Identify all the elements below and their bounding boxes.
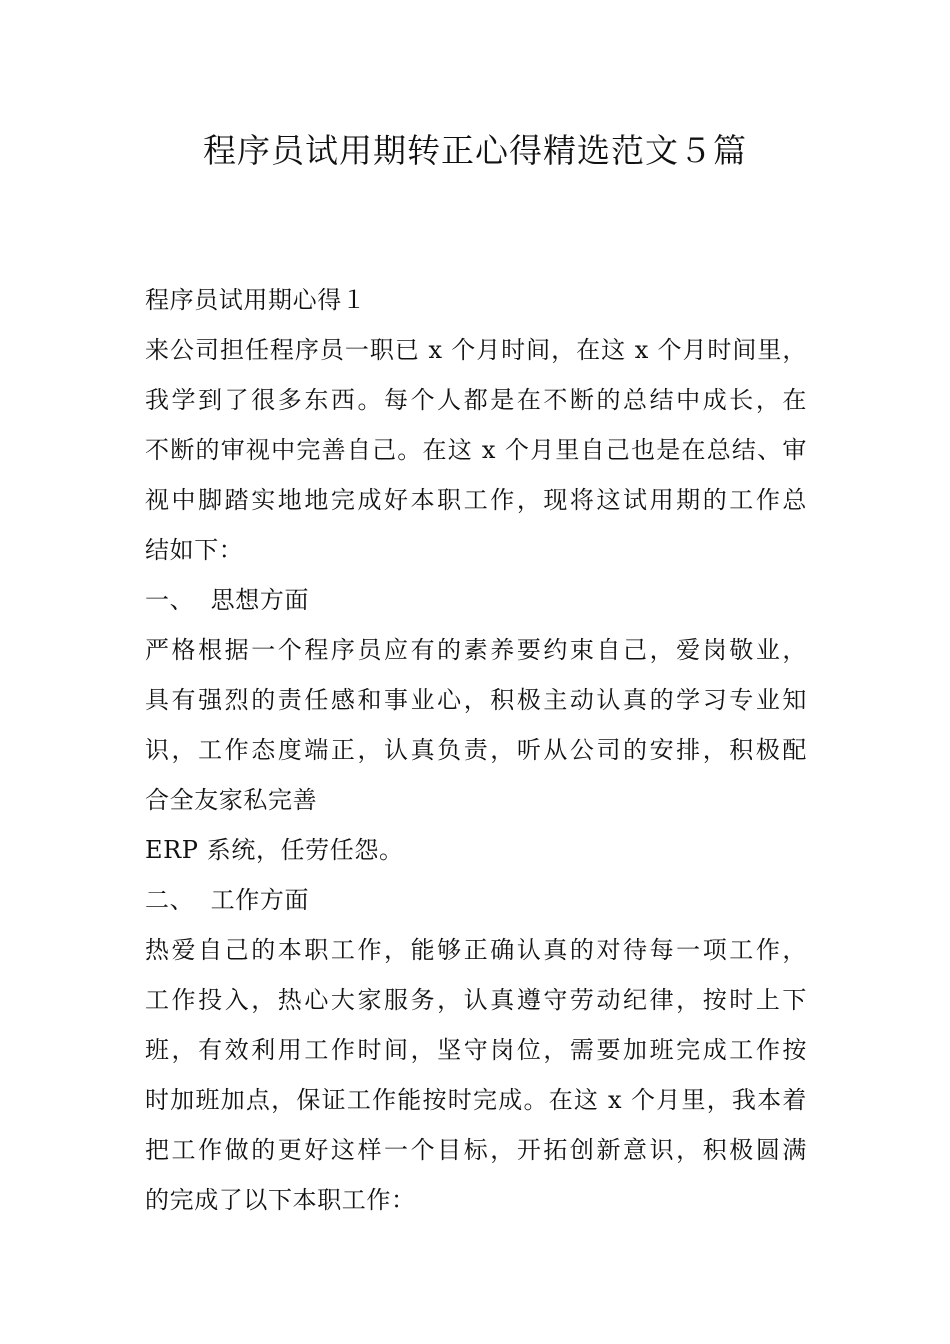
document-body [145, 275, 807, 1225]
paragraph-line: 不断的审视中完善自己。在这 x 个月里自己也是在总结、审 [145, 436, 807, 464]
document-title: 程序员试用期转正心得精选范文５篇 [203, 131, 747, 170]
paragraph-line: 结如下： [145, 536, 244, 564]
paragraph-line: 时加班加点，保证工作能按时完成。在这 x 个月里，我本着 [145, 1086, 807, 1114]
section-heading-thought: 一、 思想方面 [145, 586, 310, 614]
paragraph-line: 合全友家私完善 [145, 786, 318, 814]
paragraph-line: 来公司担任程序员一职已 x 个月时间，在这 x 个月时间里， [145, 336, 807, 364]
paragraph-line: 热爱自己的本职工作，能够正确认真的对待每一项工作， [145, 936, 807, 964]
paragraph-line: 班，有效利用工作时间，坚守岗位，需要加班完成工作按 [145, 1036, 807, 1064]
paragraph-line: 工作投入，热心大家服务，认真遵守劳动纪律，按时上下 [145, 986, 807, 1014]
paragraph-line: 我学到了很多东西。每个人都是在不断的总结中成长，在 [145, 386, 807, 414]
paragraph-line: 严格根据一个程序员应有的素养要约束自己，爱岗敬业， [145, 636, 807, 664]
paragraph-line: 把工作做的更好这样一个目标，开拓创新意识，积极圆满 [145, 1136, 807, 1164]
paragraph-line: 识，工作态度端正，认真负责，听从公司的安排，积极配 [145, 736, 807, 764]
paragraph-line: 的完成了以下本职工作： [145, 1186, 416, 1214]
paragraph-line: 视中脚踏实地地完成好本职工作，现将这试用期的工作总 [145, 486, 807, 514]
section-subtitle: 程序员试用期心得１ [145, 286, 367, 314]
section-heading-work: 二、 工作方面 [145, 886, 310, 914]
paragraph-line: ERP 系统，任劳任怨。 [145, 836, 404, 864]
paragraph-line: 具有强烈的责任感和事业心，积极主动认真的学习专业知 [145, 686, 807, 714]
